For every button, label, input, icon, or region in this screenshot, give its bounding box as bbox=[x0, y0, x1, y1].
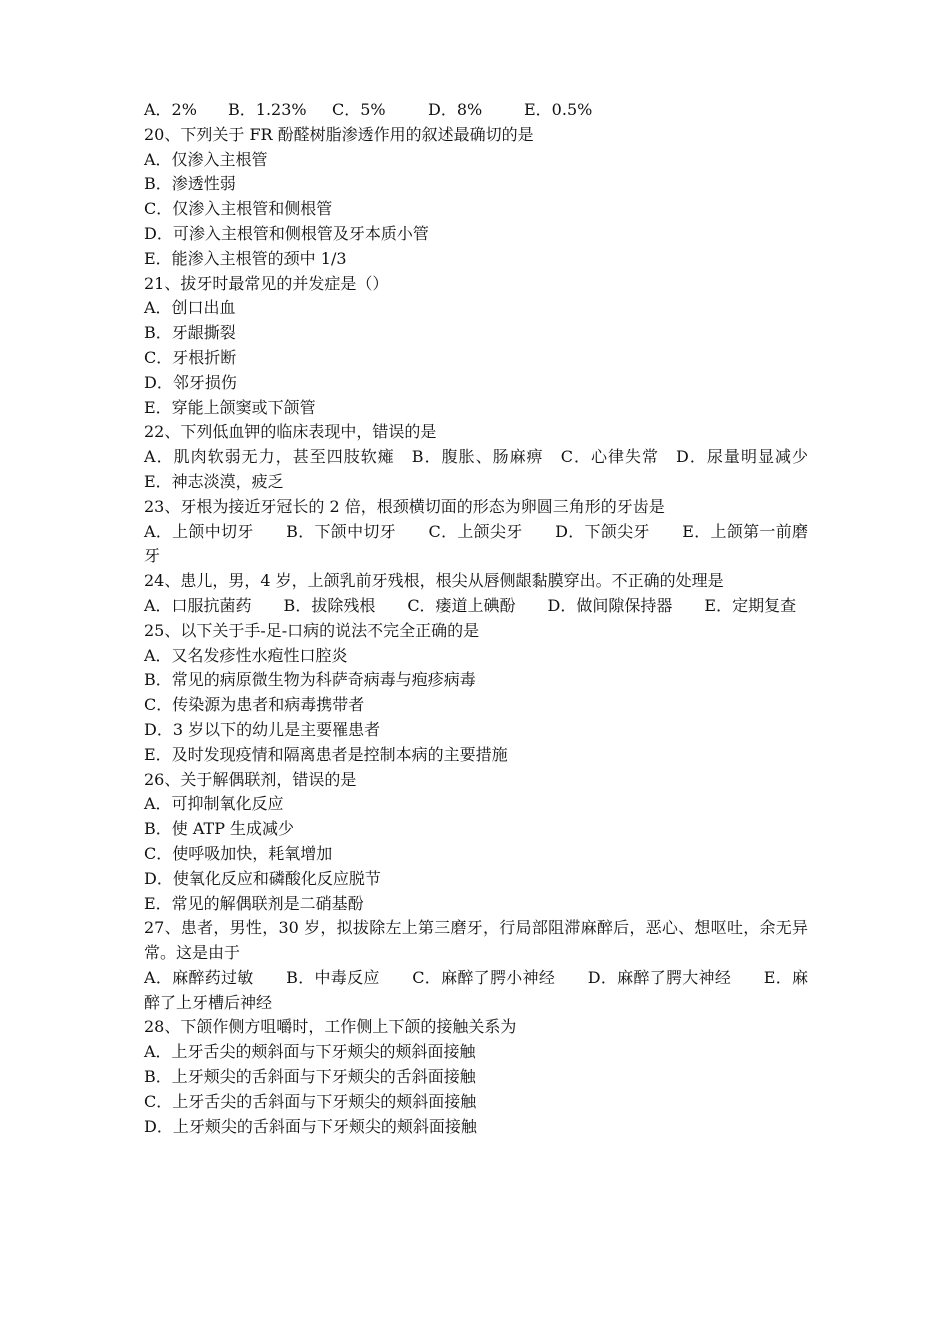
q19-options bbox=[144, 98, 808, 123]
option-a: A．2% bbox=[144, 100, 197, 119]
question-stem: 27、患者，男性，30 岁，拟拔除左上第三磨牙，行局部阻滞麻醉后，恶心、想呕吐，余无异常。这是由于 bbox=[144, 918, 808, 963]
question-stem: 20、下列关于 FR 酚醛树脂渗透作用的叙述最确切的是 bbox=[144, 124, 534, 144]
question-stem: 24、患儿，男，4 岁，上颌乳前牙残根，根尖从唇侧龈黏膜穿出。不正确的处理是 bbox=[144, 571, 724, 591]
document-page bbox=[144, 98, 825, 1139]
option: D．3 岁以下的幼儿是主要罹患者 bbox=[144, 719, 381, 739]
option: D．邻牙损伤 bbox=[144, 372, 237, 392]
option: B．渗透性弱 bbox=[144, 174, 236, 194]
option-e: E．0.5% bbox=[524, 100, 593, 119]
options-paragraph: A．麻醉药过敏 B．中毒反应 C．麻醉了腭小神经 D．麻醉了腭大神经 E．麻醉了上牙槽后神经 bbox=[144, 967, 808, 1012]
option: A．上牙舌尖的颊斜面与下牙颊尖的颊斜面接触 bbox=[144, 1042, 476, 1062]
option: C．传染源为患者和病毒携带者 bbox=[144, 695, 365, 715]
options-paragraph: A．肌肉软弱无力，甚至四肢软瘫 B．腹胀、肠麻痹 C．心律失常 D．尿量明显减少 E．神志淡漠，疲乏 bbox=[144, 447, 825, 491]
question-stem: 23、牙根为接近牙冠长的 2 倍，根颈横切面的形态为卵圆三角形的牙齿是 bbox=[144, 496, 665, 516]
question-stem: 21、拔牙时最常见的并发症是（） bbox=[144, 273, 389, 293]
option: B．牙龈撕裂 bbox=[144, 323, 236, 343]
question-stem: 28、下颌作侧方咀嚼时，工作侧上下颌的接触关系为 bbox=[144, 1017, 517, 1037]
option-d: D．8% bbox=[428, 100, 483, 119]
option: C．使呼吸加快，耗氧增加 bbox=[144, 843, 333, 863]
option: A．可抑制氧化反应 bbox=[144, 794, 284, 814]
option: A．仅渗入主根管 bbox=[144, 149, 268, 169]
question-stem: 26、关于解偶联剂，错误的是 bbox=[144, 769, 357, 789]
options-paragraph: A．口服抗菌药 B．拔除残根 C．瘘道上碘酚 D．做间隙保持器 E．定期复查 bbox=[144, 595, 797, 615]
option: E．及时发现疫情和隔离患者是控制本病的主要措施 bbox=[144, 744, 508, 764]
option: B．上牙颊尖的舌斜面与下牙颊尖的舌斜面接触 bbox=[144, 1067, 476, 1087]
question-stem: 22、下列低血钾的临床表现中，错误的是 bbox=[144, 422, 437, 442]
option: A．创口出血 bbox=[144, 298, 236, 318]
question-stem: 25、以下关于手-足-口病的说法不完全正确的是 bbox=[144, 620, 480, 640]
option: E．穿能上颌窦或下颌管 bbox=[144, 397, 316, 417]
option: E．常见的解偶联剂是二硝基酚 bbox=[144, 893, 364, 913]
option: D．可渗入主根管和侧根管及牙本质小管 bbox=[144, 223, 429, 243]
option: B．使 ATP 生成减少 bbox=[144, 819, 295, 839]
option: C．仅渗入主根管和侧根管 bbox=[144, 199, 333, 219]
option: E．能渗入主根管的颈中 1/3 bbox=[144, 248, 347, 268]
options-paragraph: A．上颌中切牙 B．下颌中切牙 C．上颌尖牙 D．下颌尖牙 E．上颌第一前磨牙 bbox=[144, 521, 808, 566]
option-b: B．1.23% bbox=[228, 100, 307, 119]
option: C．牙根折断 bbox=[144, 347, 237, 367]
option: D．使氧化反应和磷酸化反应脱节 bbox=[144, 868, 381, 888]
option-c: C．5% bbox=[332, 100, 386, 119]
option: C．上牙舌尖的舌斜面与下牙颊尖的颊斜面接触 bbox=[144, 1091, 477, 1111]
option: D．上牙颊尖的舌斜面与下牙颊尖的颊斜面接触 bbox=[144, 1116, 477, 1136]
option: A．又名发疹性水疱性口腔炎 bbox=[144, 645, 348, 665]
option: B．常见的病原微生物为科萨奇病毒与疱疹病毒 bbox=[144, 670, 476, 690]
